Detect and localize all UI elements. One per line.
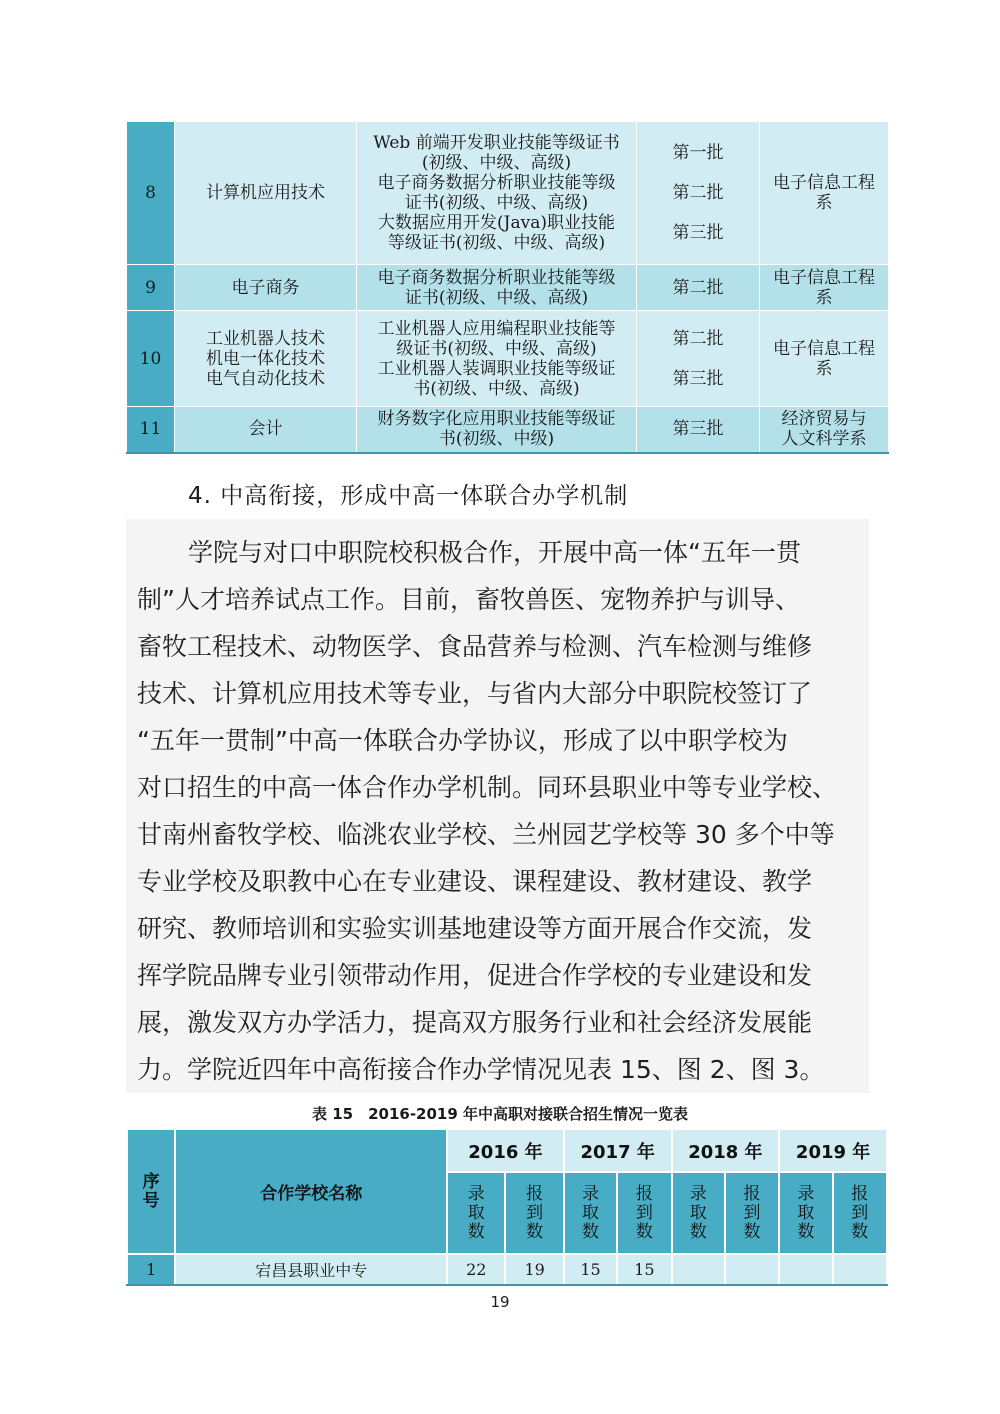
department: 经济贸易与 人文科学系 <box>760 407 889 453</box>
row-number: 10 <box>127 311 175 407</box>
paragraph-line: 技术、计算机应用技术等专业，与省内大部分中职院校签订了 <box>137 679 813 708</box>
cell-value: 15 <box>617 1254 671 1285</box>
cell-value: 19 <box>505 1254 563 1285</box>
major-name: 计算机应用技术 <box>175 122 357 265</box>
table-row <box>127 122 889 265</box>
table-row <box>127 407 889 453</box>
paragraph-line: 专业学校及职教中心在专业建设、课程建设、教材建设、教学 <box>137 867 813 896</box>
department: 电子信息工程 系 <box>760 311 889 407</box>
certificate-list: Web 前端开发职业技能等级证书 (初级、中级、高级) 电子商务数据分析职业技能等级 证书(初级、中级、高级) 大数据应用开发(Java)职业技能 等级证书(初级、中级、高级) <box>357 122 637 265</box>
page-number: 19 <box>490 1293 510 1311</box>
school-name: 宕昌县职业中专 <box>175 1254 447 1285</box>
batch-list: 第二批 <box>637 265 760 311</box>
paragraph-line: 对口招生的中高一体合作办学机制。同环县职业中等专业学校、 <box>137 773 838 802</box>
table-caption: 表 15 2016-2019 年中高职对接联合招生情况一览表 <box>311 1105 689 1123</box>
cell-value <box>672 1254 725 1285</box>
batch-list: 第一批 第二批 第三批 <box>637 122 760 265</box>
header-admitted: 录取数 <box>564 1172 617 1254</box>
header-reported: 报到数 <box>505 1172 563 1254</box>
cell-value: 15 <box>564 1254 617 1285</box>
row-number: 1 <box>127 1254 175 1285</box>
enrollment-table <box>126 1128 888 1286</box>
certificate-list: 财务数字化应用职业技能等级证 书(初级、中级) <box>357 407 637 453</box>
paragraph-line: 力。学院近四年中高衔接合作办学情况见表 15、图 2、图 3。 <box>137 1055 825 1084</box>
table-row <box>127 265 889 311</box>
table-row <box>127 1254 887 1285</box>
major-name: 会计 <box>175 407 357 453</box>
header-admitted: 录取数 <box>779 1172 832 1254</box>
row-number: 11 <box>127 407 175 453</box>
paragraph-line: 制”人才培养试点工作。目前，畜牧兽医、宠物养护与训导、 <box>137 585 800 614</box>
major-name: 电子商务 <box>175 265 357 311</box>
batch-list: 第三批 <box>637 407 760 453</box>
header-year-2017: 2017 年 <box>564 1129 672 1172</box>
paragraph-line: 展，激发双方办学活力，提高双方服务行业和社会经济发展能 <box>137 1008 813 1037</box>
department: 电子信息工程 系 <box>760 265 889 311</box>
cell-value <box>779 1254 832 1285</box>
header-year-2019: 2019 年 <box>779 1129 887 1172</box>
header-admitted: 录取数 <box>447 1172 505 1254</box>
paragraph-line: “五年一贯制”中高一体联合办学协议，形成了以中职学校为 <box>137 726 788 755</box>
row-number: 8 <box>127 122 175 265</box>
paragraph-line: 甘南州畜牧学校、临洮农业学校、兰州园艺学校等 30 多个中等 <box>137 820 835 849</box>
cell-value <box>725 1254 779 1285</box>
batch-list: 第二批 第三批 <box>637 311 760 407</box>
table-header-row <box>127 1129 887 1172</box>
header-reported: 报到数 <box>833 1172 887 1254</box>
header-year-2016: 2016 年 <box>447 1129 564 1172</box>
paragraph-line: 研究、教师培训和实验实训基地建设等方面开展合作交流，发 <box>137 914 813 943</box>
header-year-2018: 2018 年 <box>672 1129 780 1172</box>
header-reported: 报到数 <box>725 1172 779 1254</box>
certificate-table <box>126 121 889 454</box>
header-admitted: 录取数 <box>672 1172 725 1254</box>
header-no: 序号 <box>127 1129 175 1254</box>
header-school-name: 合作学校名称 <box>175 1129 447 1254</box>
row-number: 9 <box>127 265 175 311</box>
cell-value <box>833 1254 887 1285</box>
paragraph-line: 畜牧工程技术、动物医学、食品营养与检测、汽车检测与维修 <box>137 632 813 661</box>
paragraph-line: 学院与对口中职院校积极合作，开展中高一体“五年一贯 <box>188 538 801 567</box>
section-heading: 4. 中高衔接，形成中高一体联合办学机制 <box>188 483 629 509</box>
department: 电子信息工程 系 <box>760 122 889 265</box>
header-reported: 报到数 <box>617 1172 671 1254</box>
paragraph-line: 挥学院品牌专业引领带动作用，促进合作学校的专业建设和发 <box>137 961 813 990</box>
certificate-list: 工业机器人应用编程职业技能等 级证书(初级、中级、高级) 工业机器人装调职业技能等级证 书(初级、中级、高级) <box>357 311 637 407</box>
cell-value: 22 <box>447 1254 505 1285</box>
certificate-list: 电子商务数据分析职业技能等级 证书(初级、中级、高级) <box>357 265 637 311</box>
major-name: 工业机器人技术 机电一体化技术 电气自动化技术 <box>175 311 357 407</box>
table-row <box>127 311 889 407</box>
